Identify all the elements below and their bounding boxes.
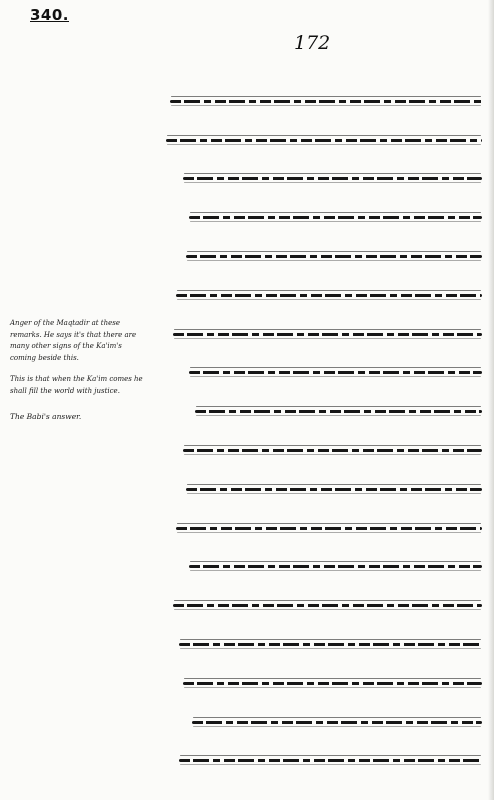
manuscript-line xyxy=(160,121,482,160)
manuscript-line xyxy=(160,470,482,509)
manuscript-line xyxy=(160,198,482,237)
manuscript-line xyxy=(160,586,482,625)
folio-number: 340. xyxy=(30,6,70,24)
manuscript-line xyxy=(160,276,482,315)
manuscript-line xyxy=(160,703,482,742)
handwritten-line-stroke xyxy=(195,410,482,413)
handwritten-line-stroke xyxy=(173,333,482,336)
handwritten-line-stroke xyxy=(183,449,482,452)
page-number: 172 xyxy=(294,32,331,54)
margin-notes xyxy=(10,318,150,433)
manuscript-line xyxy=(160,354,482,393)
handwritten-line-stroke xyxy=(183,177,482,180)
manuscript-line xyxy=(160,625,482,664)
manuscript-line xyxy=(160,431,482,470)
manuscript-line xyxy=(160,315,482,354)
handwritten-line-stroke xyxy=(183,682,482,685)
manuscript-line xyxy=(160,548,482,587)
scan-edge xyxy=(488,0,494,800)
manuscript-line xyxy=(160,392,482,431)
handwritten-line-stroke xyxy=(192,721,482,724)
handwritten-line-stroke xyxy=(179,759,482,762)
handwritten-line-stroke xyxy=(173,604,482,607)
handwritten-line-stroke xyxy=(189,216,482,219)
persian-text-block xyxy=(160,82,482,792)
handwritten-line-stroke xyxy=(179,643,482,646)
manuscript-line xyxy=(160,742,482,781)
handwritten-line-stroke xyxy=(186,255,482,258)
handwritten-line-stroke xyxy=(176,294,482,297)
manuscript-line xyxy=(160,664,482,703)
manuscript-line xyxy=(160,82,482,121)
margin-note-2: This is that when the Ka'im comes he shall fill the world with justice. xyxy=(10,375,143,395)
handwritten-line-stroke xyxy=(189,565,482,568)
margin-note-3: The Babi's answer. xyxy=(10,412,82,421)
manuscript-line xyxy=(160,237,482,276)
handwritten-line-stroke xyxy=(189,371,482,374)
handwritten-line-stroke xyxy=(166,139,482,142)
manuscript-line xyxy=(160,509,482,548)
handwritten-line-stroke xyxy=(170,100,482,103)
handwritten-line-stroke xyxy=(186,488,482,491)
margin-note-1: Anger of the Maqtadir at these remarks. He says it's that there are many other signs of the Ka'im's coming beside this. xyxy=(10,319,137,362)
manuscript-line xyxy=(160,160,482,199)
handwritten-line-stroke xyxy=(176,527,482,530)
